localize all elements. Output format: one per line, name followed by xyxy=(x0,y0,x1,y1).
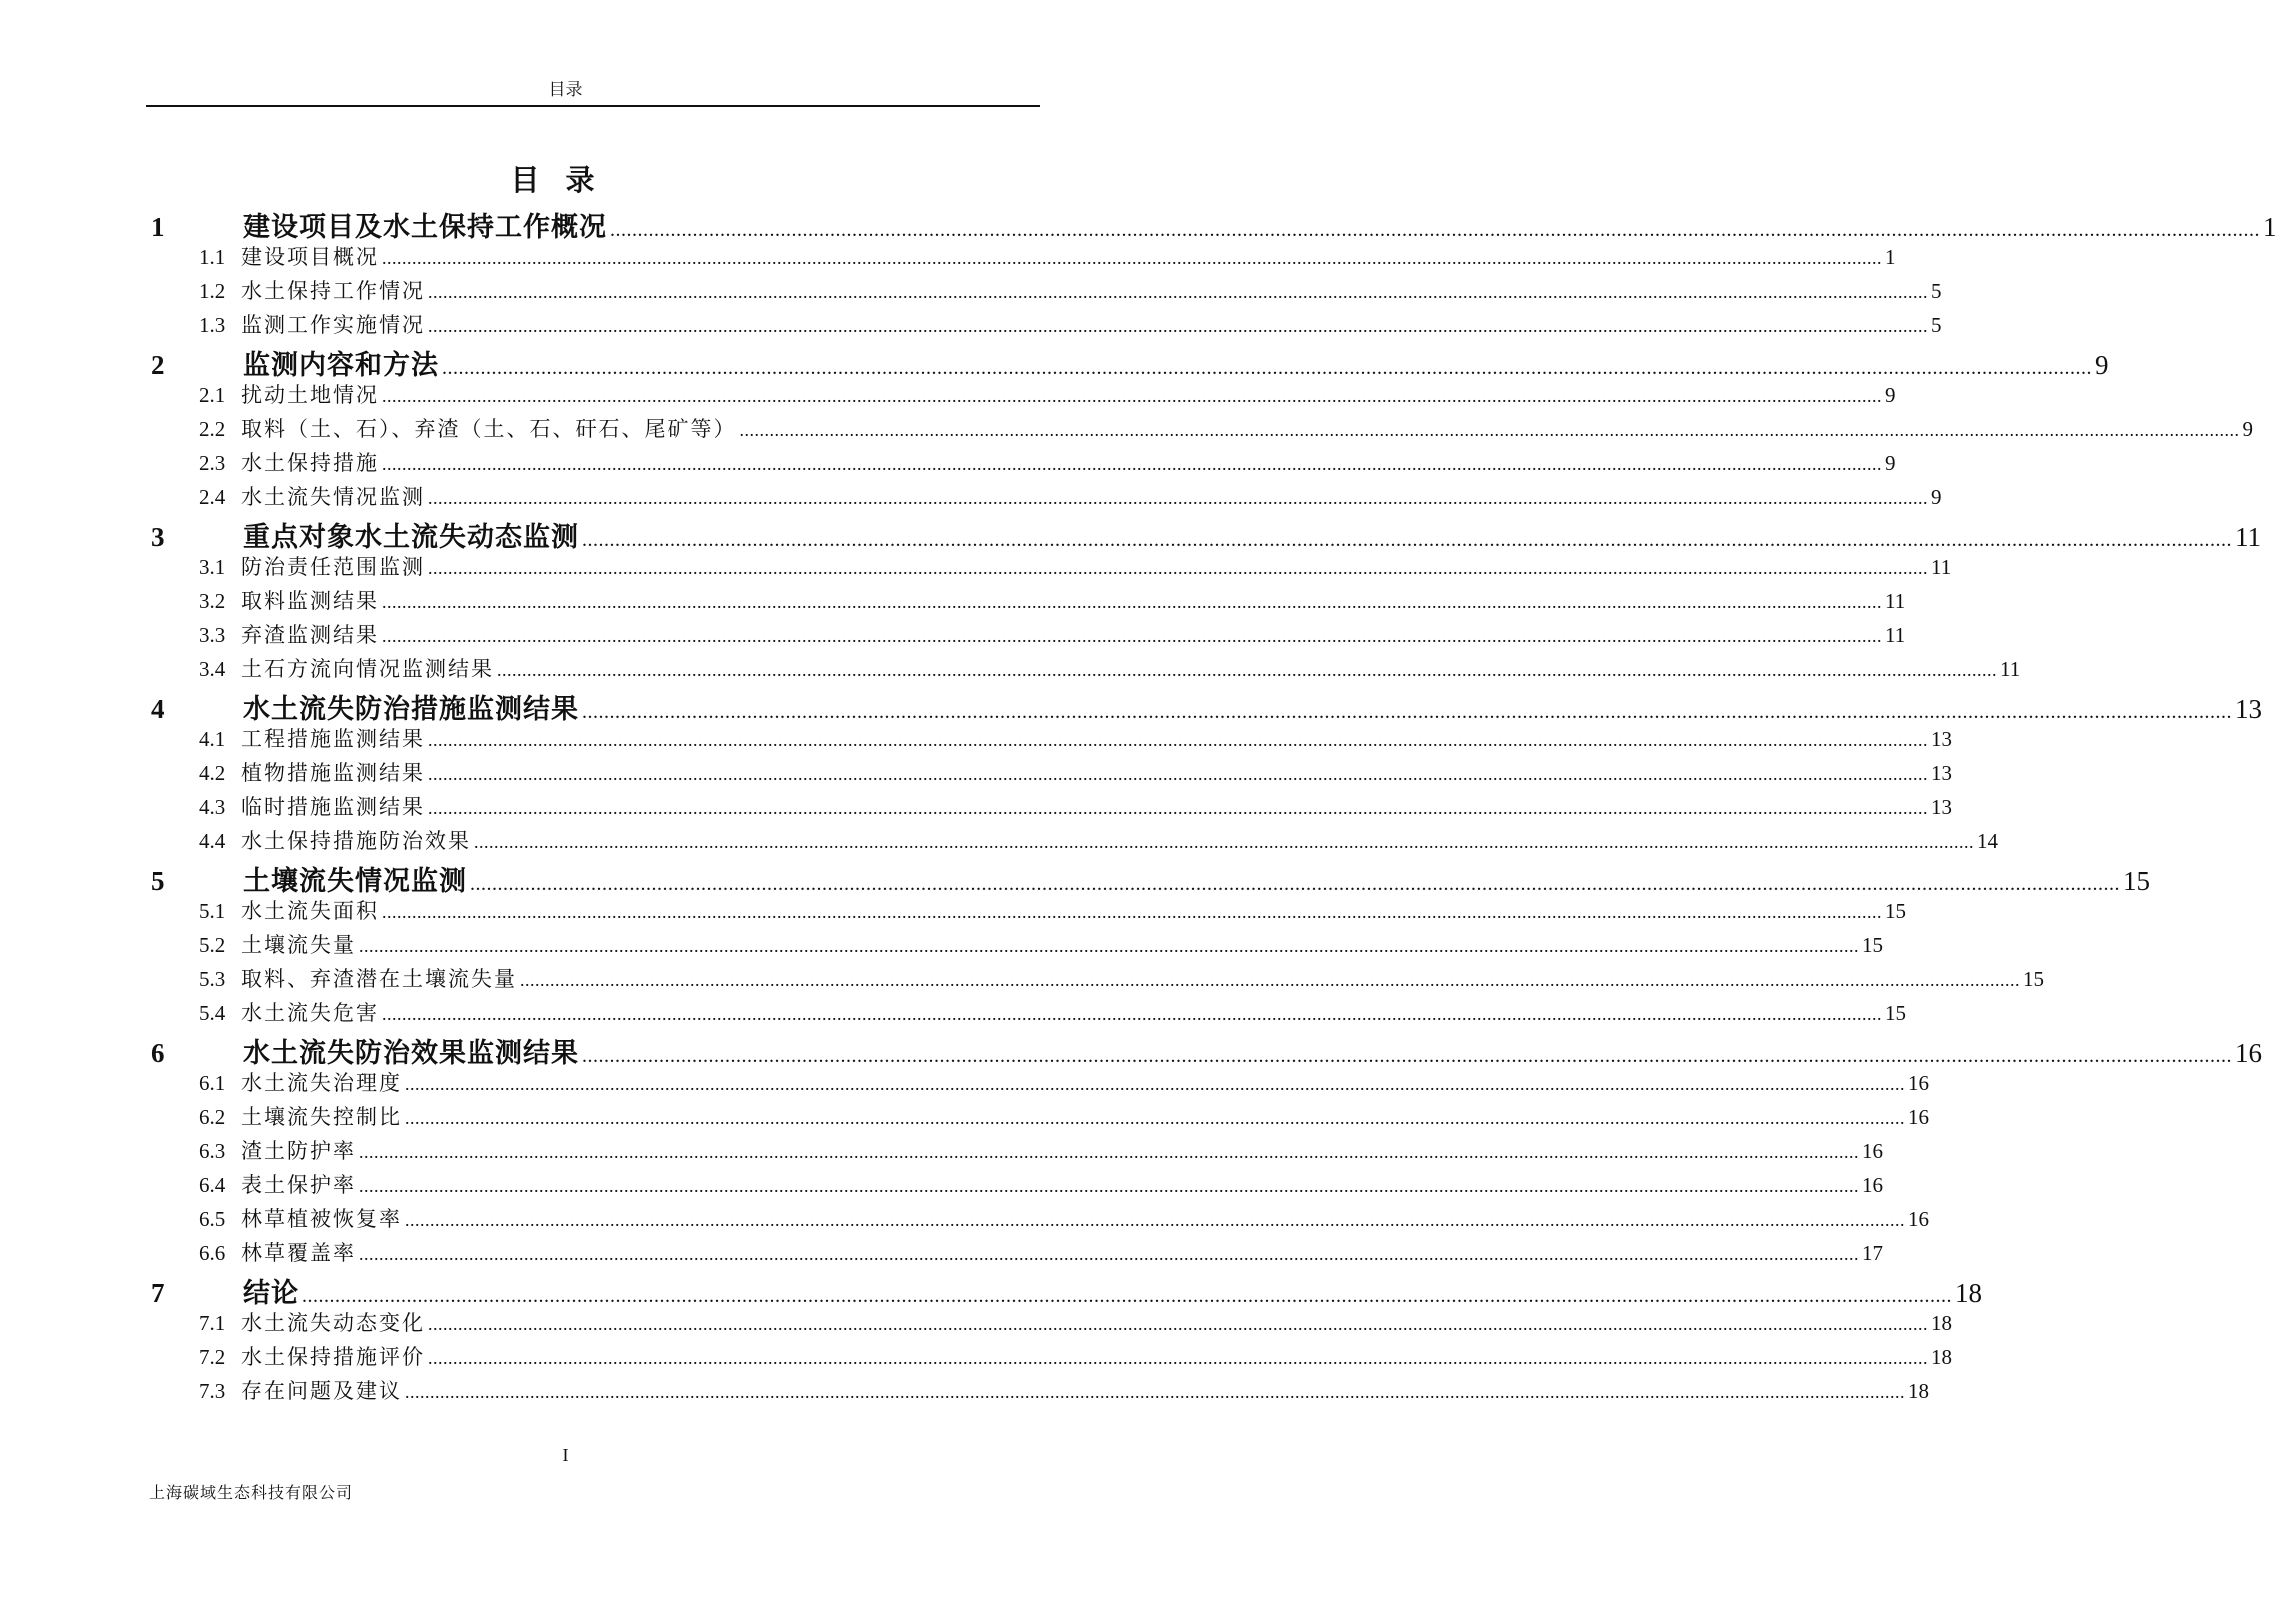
toc-entry-title: 土壤流失量 xyxy=(241,933,356,957)
toc-dot-leader: ............................................................................................................................................................................................................................................................................................................ xyxy=(405,1074,1905,1094)
toc-entry-page: 18 xyxy=(1931,1345,1952,1369)
toc-entry-title: 土壤流失情况监测 xyxy=(243,866,467,897)
toc-entry-page: 9 xyxy=(1885,451,1896,475)
toc-entry-number: 7.3 xyxy=(199,1379,226,1403)
toc-entry-number: 7.2 xyxy=(199,1345,226,1369)
toc-dot-leader: ............................................................................................................................................................................................................................................................................................................ xyxy=(442,357,2092,379)
toc-dot-leader: ............................................................................................................................................................................................................................................................................................................ xyxy=(359,1244,1859,1264)
toc-section-entry[interactable] xyxy=(199,929,1883,963)
toc-dot-leader: ............................................................................................................................................................................................................................................................................................................ xyxy=(302,1285,1952,1307)
toc-entry-number: 6.2 xyxy=(199,1105,226,1129)
toc-section-entry[interactable] xyxy=(199,1375,1929,1409)
toc-entry-title: 工程措施监测结果 xyxy=(241,727,425,751)
toc-entry-page: 1 xyxy=(2263,212,2277,242)
toc-entry-page: 11 xyxy=(1885,589,1906,613)
toc-section-entry[interactable] xyxy=(199,757,1952,791)
toc-entry-number: 7.1 xyxy=(199,1311,226,1335)
toc-entry-title: 建设项目及水土保持工作概况 xyxy=(243,212,607,243)
toc-dot-leader: ............................................................................................................................................................................................................................................................................................................ xyxy=(405,1108,1905,1128)
toc-entry-title: 水土流失防治效果监测结果 xyxy=(243,1038,579,1069)
toc-entry-page: 14 xyxy=(1977,829,1998,853)
toc-chapter-entry[interactable] xyxy=(151,859,2150,897)
footer-company: 上海碳域生态科技有限公司 xyxy=(149,1483,354,1502)
toc-dot-leader: ............................................................................................................................................................................................................................................................................................................ xyxy=(382,454,1882,474)
toc-dot-leader: ............................................................................................................................................................................................................................................................................................................ xyxy=(382,626,1882,646)
toc-entry-title: 取料监测结果 xyxy=(241,589,379,613)
toc-dot-leader: ............................................................................................................................................................................................................................................................................................................ xyxy=(428,798,1928,818)
toc-dot-leader: ............................................................................................................................................................................................................................................................................................................ xyxy=(739,420,2240,440)
toc-entry-title: 水土保持工作情况 xyxy=(241,279,425,303)
toc-entry-number: 6.3 xyxy=(199,1139,226,1163)
toc-entry-title: 监测工作实施情况 xyxy=(241,313,425,337)
toc-entry-page: 18 xyxy=(1955,1278,1982,1308)
toc-section-entry[interactable] xyxy=(199,447,1896,481)
toc-chapter-entry[interactable] xyxy=(151,1271,1982,1309)
toc-chapter-entry[interactable] xyxy=(151,515,2261,553)
toc-dot-leader: ............................................................................................................................................................................................................................................................................................................ xyxy=(359,1176,1859,1196)
toc-dot-leader: ............................................................................................................................................................................................................................................................................................................ xyxy=(520,970,2020,990)
toc-entry-page: 15 xyxy=(2023,967,2044,991)
toc-entry-title: 监测内容和方法 xyxy=(243,350,439,381)
toc-section-entry[interactable] xyxy=(199,275,1942,309)
toc-dot-leader: ............................................................................................................................................................................................................................................................................................................ xyxy=(382,1004,1882,1024)
toc-entry-page: 1 xyxy=(1885,245,1896,269)
toc-section-entry[interactable] xyxy=(199,1101,1929,1135)
toc-entry-page: 15 xyxy=(1885,899,1906,923)
toc-entry-number: 4.2 xyxy=(199,761,226,785)
toc-section-entry[interactable] xyxy=(199,895,1906,929)
toc-dot-leader: ............................................................................................................................................................................................................................................................................................................ xyxy=(610,219,2260,241)
toc-entry-number: 6 xyxy=(151,1038,165,1068)
toc-section-entry[interactable] xyxy=(199,413,2253,447)
toc-entry-title: 结论 xyxy=(243,1278,299,1309)
toc-section-entry[interactable] xyxy=(199,619,1906,653)
toc-entry-page: 9 xyxy=(1885,383,1896,407)
toc-entry-page: 15 xyxy=(1862,933,1883,957)
toc-entry-page: 5 xyxy=(1931,279,1942,303)
toc-chapter-entry[interactable] xyxy=(151,687,2262,725)
toc-section-entry[interactable] xyxy=(199,1237,1883,1271)
toc-entry-title: 渣土防护率 xyxy=(241,1139,356,1163)
toc-entry-number: 3.1 xyxy=(199,555,226,579)
toc-dot-leader: ............................................................................................................................................................................................................................................................................................................ xyxy=(582,701,2232,723)
toc-entry-number: 2.3 xyxy=(199,451,226,475)
toc-dot-leader: ............................................................................................................................................................................................................................................................................................................ xyxy=(405,1382,1905,1402)
toc-entry-number: 4.3 xyxy=(199,795,226,819)
toc-entry-number: 4.4 xyxy=(199,829,226,853)
toc-dot-leader: ............................................................................................................................................................................................................................................................................................................ xyxy=(582,529,2232,551)
toc-entry-title: 水土流失危害 xyxy=(241,1001,379,1025)
toc-dot-leader: ............................................................................................................................................................................................................................................................................................................ xyxy=(382,386,1882,406)
toc-entry-number: 5.3 xyxy=(199,967,226,991)
toc-chapter-entry[interactable] xyxy=(151,205,2277,243)
toc-dot-leader: ............................................................................................................................................................................................................................................................................................................ xyxy=(382,902,1882,922)
toc-section-entry[interactable] xyxy=(199,1341,1952,1375)
toc-entry-title: 建设项目概况 xyxy=(241,245,379,269)
toc-entry-title: 临时措施监测结果 xyxy=(241,795,425,819)
toc-section-entry[interactable] xyxy=(199,791,1952,825)
toc-section-entry[interactable] xyxy=(199,241,1896,275)
toc-entry-page: 9 xyxy=(2095,350,2109,380)
toc-entry-number: 4.1 xyxy=(199,727,226,751)
toc-dot-leader: ............................................................................................................................................................................................................................................................................................................ xyxy=(382,248,1882,268)
toc-entry-page: 11 xyxy=(2235,522,2261,552)
toc-section-entry[interactable] xyxy=(199,309,1942,343)
toc-entry-title: 土石方流向情况监测结果 xyxy=(241,657,494,681)
toc-entry-title: 水土保持措施评价 xyxy=(241,1345,425,1369)
toc-entry-number: 3 xyxy=(151,522,165,552)
toc-entry-number: 3.3 xyxy=(199,623,226,647)
toc-entry-title: 土壤流失控制比 xyxy=(241,1105,402,1129)
toc-section-entry[interactable] xyxy=(199,1203,1929,1237)
toc-title: 目录 xyxy=(510,163,621,197)
toc-dot-leader: ............................................................................................................................................................................................................................................................................................................ xyxy=(428,558,1928,578)
toc-entry-title: 存在问题及建议 xyxy=(241,1379,402,1403)
toc-dot-leader: ............................................................................................................................................................................................................................................................................................................ xyxy=(382,592,1882,612)
toc-entry-title: 防治责任范围监测 xyxy=(241,555,425,579)
toc-dot-leader: ............................................................................................................................................................................................................................................................................................................ xyxy=(428,488,1928,508)
toc-entry-page: 9 xyxy=(1931,485,1942,509)
toc-chapter-entry[interactable] xyxy=(151,343,2109,381)
toc-entry-number: 7 xyxy=(151,1278,165,1308)
toc-entry-number: 2.2 xyxy=(199,417,226,441)
toc-section-entry[interactable] xyxy=(199,825,1998,859)
toc-entry-number: 6.5 xyxy=(199,1207,226,1231)
toc-entry-page: 16 xyxy=(1908,1105,1929,1129)
toc-entry-title: 水土保持措施 xyxy=(241,451,379,475)
toc-dot-leader: ............................................................................................................................................................................................................................................................................................................ xyxy=(428,316,1928,336)
toc-entry-page: 11 xyxy=(1885,623,1906,647)
toc-entry-page: 11 xyxy=(1931,555,1952,579)
toc-entry-title: 水土流失面积 xyxy=(241,899,379,923)
toc-dot-leader: ............................................................................................................................................................................................................................................................................................................ xyxy=(474,832,1974,852)
toc-entry-page: 5 xyxy=(1931,313,1942,337)
toc-entry-page: 16 xyxy=(1908,1207,1929,1231)
toc-entry-number: 5.4 xyxy=(199,1001,226,1025)
toc-dot-leader: ............................................................................................................................................................................................................................................................................................................ xyxy=(428,730,1928,750)
toc-entry-title: 水土保持措施防治效果 xyxy=(241,829,471,853)
toc-entry-page: 13 xyxy=(1931,795,1952,819)
toc-section-entry[interactable] xyxy=(199,481,1942,515)
toc-entry-title: 表土保护率 xyxy=(241,1173,356,1197)
toc-entry-title: 林草覆盖率 xyxy=(241,1241,356,1265)
toc-entry-title: 植物措施监测结果 xyxy=(241,761,425,785)
toc-entry-title: 取料（土、石）、弃渣（土、石、矸石、尾矿等） xyxy=(241,417,737,441)
toc-entry-page: 9 xyxy=(2242,417,2253,441)
toc-dot-leader: ............................................................................................................................................................................................................................................................................................................ xyxy=(428,282,1928,302)
toc-entry-page: 16 xyxy=(1908,1071,1929,1095)
toc-entry-title: 水土流失情况监测 xyxy=(241,485,425,509)
toc-entry-page: 15 xyxy=(1885,1001,1906,1025)
toc-entry-number: 6.6 xyxy=(199,1241,226,1265)
toc-section-entry[interactable] xyxy=(199,1067,1929,1101)
toc-entry-number: 3.2 xyxy=(199,589,226,613)
running-header: 目录 xyxy=(548,80,583,100)
toc-entry-number: 2 xyxy=(151,350,165,380)
toc-section-entry[interactable] xyxy=(199,963,2044,997)
toc-dot-leader: ............................................................................................................................................................................................................................................................................................................ xyxy=(497,660,1997,680)
toc-entry-page: 15 xyxy=(2123,866,2150,896)
toc-section-entry[interactable] xyxy=(199,379,1896,413)
toc-entry-number: 3.4 xyxy=(199,657,226,681)
toc-section-entry[interactable] xyxy=(199,1135,1883,1169)
toc-entry-page: 13 xyxy=(1931,727,1952,751)
toc-dot-leader: ............................................................................................................................................................................................................................................................................................................ xyxy=(428,1314,1928,1334)
toc-entry-title: 林草植被恢复率 xyxy=(241,1207,402,1231)
toc-section-entry[interactable] xyxy=(199,997,1906,1031)
toc-section-entry[interactable] xyxy=(199,1307,1952,1341)
toc-entry-number: 5.1 xyxy=(199,899,226,923)
toc-entry-title: 水土流失动态变化 xyxy=(241,1311,425,1335)
toc-entry-number: 2.1 xyxy=(199,383,226,407)
toc-dot-leader: ............................................................................................................................................................................................................................................................................................................ xyxy=(405,1210,1905,1230)
toc-entry-title: 扰动土地情况 xyxy=(241,383,379,407)
toc-entry-number: 6.4 xyxy=(199,1173,226,1197)
toc-chapter-entry[interactable] xyxy=(151,1031,2262,1069)
toc-section-entry[interactable] xyxy=(199,551,1952,585)
toc-entry-number: 1 xyxy=(151,212,165,242)
toc-entry-number: 5.2 xyxy=(199,933,226,957)
toc-entry-number: 1.2 xyxy=(199,279,226,303)
toc-dot-leader: ............................................................................................................................................................................................................................................................................................................ xyxy=(359,936,1859,956)
toc-entry-title: 重点对象水土流失动态监测 xyxy=(243,522,579,553)
header-rule xyxy=(146,105,1040,107)
toc-entry-page: 11 xyxy=(2000,657,2021,681)
toc-entry-number: 5 xyxy=(151,866,165,896)
toc-entry-page: 18 xyxy=(1908,1379,1929,1403)
toc-entry-page: 16 xyxy=(1862,1139,1883,1163)
toc-entry-number: 1.1 xyxy=(199,245,226,269)
toc-entry-page: 17 xyxy=(1862,1241,1883,1265)
toc-dot-leader: ............................................................................................................................................................................................................................................................................................................ xyxy=(428,1348,1928,1368)
toc-entry-title: 弃渣监测结果 xyxy=(241,623,379,647)
toc-dot-leader: ............................................................................................................................................................................................................................................................................................................ xyxy=(470,873,2120,895)
page-number: I xyxy=(562,1445,569,1465)
toc-dot-leader: ............................................................................................................................................................................................................................................................................................................ xyxy=(428,764,1928,784)
toc-entry-number: 2.4 xyxy=(199,485,226,509)
toc-entry-title: 水土流失防治措施监测结果 xyxy=(243,694,579,725)
toc-entry-page: 18 xyxy=(1931,1311,1952,1335)
toc-section-entry[interactable] xyxy=(199,1169,1883,1203)
toc-entry-page: 13 xyxy=(2235,694,2262,724)
toc-entry-number: 6.1 xyxy=(199,1071,226,1095)
toc-entry-title: 水土流失治理度 xyxy=(241,1071,402,1095)
toc-section-entry[interactable] xyxy=(199,653,2021,687)
toc-entry-page: 16 xyxy=(2235,1038,2262,1068)
toc-entry-number: 4 xyxy=(151,694,165,724)
toc-dot-leader: ............................................................................................................................................................................................................................................................................................................ xyxy=(582,1045,2232,1067)
toc-dot-leader: ............................................................................................................................................................................................................................................................................................................ xyxy=(359,1142,1859,1162)
toc-entry-page: 16 xyxy=(1862,1173,1883,1197)
toc-entry-number: 1.3 xyxy=(199,313,226,337)
toc-entry-page: 13 xyxy=(1931,761,1952,785)
toc-section-entry[interactable] xyxy=(199,585,1906,619)
toc-section-entry[interactable] xyxy=(199,723,1952,757)
toc-entry-title: 取料、弃渣潜在土壤流失量 xyxy=(241,967,517,991)
